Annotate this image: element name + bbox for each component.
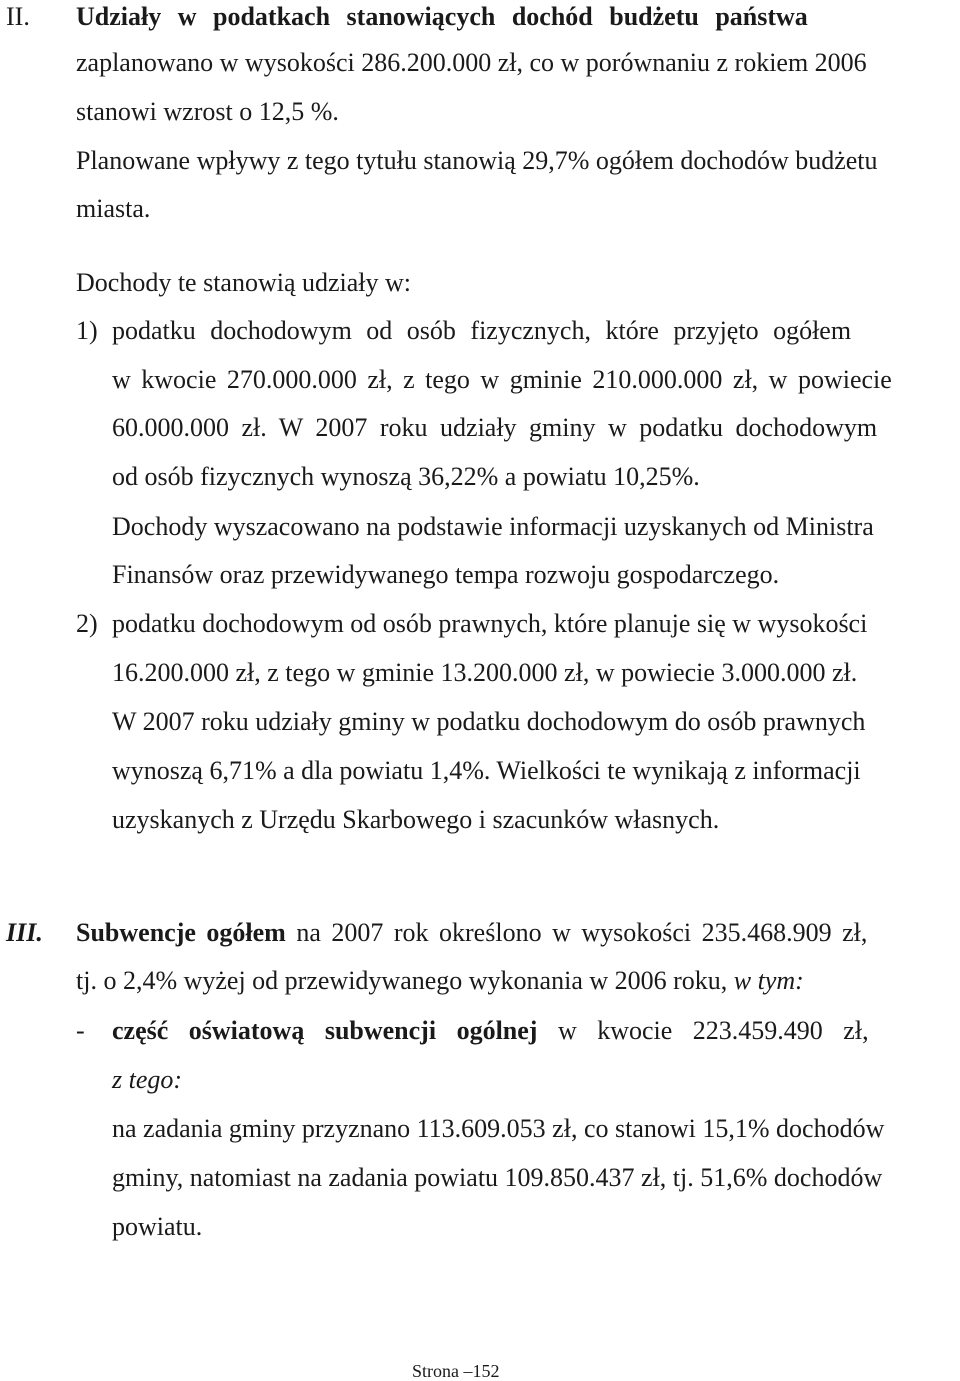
allocation-line-1: na zadania gminy przyznano 113.609.053 zł, co stanowi 15,1% dochodów [112,1114,885,1143]
education-part-title: część oświatową subwencji ogólnej [112,1016,538,1045]
education-part [112,1018,869,1044]
of-which-label: z tego: [112,1065,183,1094]
item-2-marker: 2) [76,609,98,638]
section-ii-title: Udziały w podatkach stanowiących dochód budżetu państwa [76,2,808,31]
item-1-line-6: Finansów oraz przewidywanego tempa rozwoju gospodarczego. [112,560,780,589]
item-1-line-2: w kwocie 270.000.000 zł, z tego w gminie 210.000.000 zł, w powiecie [112,365,892,394]
item-2-line-3: W 2007 roku udziały gminy w podatku dochodowym do osób prawnych [112,707,866,736]
allocation-line-2: gminy, natomiast na zadania powiatu 109.850.437 zł, tj. 51,6% dochodów [112,1163,883,1192]
section-iii-line-2-text: tj. o 2,4% wyżej od przewidywanego wykonania w 2006 roku, [76,966,734,995]
item-2-line-4: wynoszą 6,71% a dla powiatu 1,4%. Wielkości te wynikają z informacji [112,756,861,785]
section-iii-title: Subwencje ogółem [76,918,286,947]
item-2-line-2: 16.200.000 zł, z tego w gminie 13.200.000 zł, w powiecie 3.000.000 zł. [112,658,858,687]
section-ii-share-cont: miasta. [76,194,151,223]
item-2-line-5: uzyskanych z Urzędu Skarbowego i szacunków własnych. [112,805,720,834]
item-1-line-1: podatku dochodowym od osób fizycznych, które przyjęto ogółem [112,316,852,345]
section-iii-heading [76,920,867,946]
section-ii-lead-cont: stanowi wzrost o 12,5 %. [76,97,339,126]
item-2-line-1: podatku dochodowym od osób prawnych, które planuje się w wysokości [112,609,868,638]
item-1-line-5: Dochody wyszacowano na podstawie informacji uzyskanych od Ministra [112,512,874,541]
page-number: Strona –152 [412,1361,500,1381]
section-ii-intro: Dochody te stanowią udziały w: [76,268,412,297]
item-1-line-3: 60.000.000 zł. W 2007 roku udziały gminy w podatku dochodowym [112,413,878,442]
allocation-line-3: powiatu. [112,1212,203,1241]
education-part-amount: w kwocie 223.459.490 zł, [537,1016,869,1045]
list-dash: - [76,1016,85,1045]
section-iii-numeral: III. [6,918,43,947]
section-iii-in-that: w tym: [733,966,804,995]
item-1-marker: 1) [76,316,98,345]
section-iii-line-2 [76,968,804,994]
section-iii-title-rest: na 2007 rok określono w wysokości 235.468.909 zł, [285,918,868,947]
item-1-line-4: od osób fizycznych wynoszą 36,22% a powiatu 10,25%. [112,462,700,491]
section-ii-numeral: II. [6,2,30,31]
section-ii-share: Planowane wpływy z tego tytułu stanowią 29,7% ogółem dochodów budżetu [76,146,878,175]
section-ii-lead: zaplanowano w wysokości 286.200.000 zł, co w porównaniu z rokiem 2006 [76,48,867,77]
